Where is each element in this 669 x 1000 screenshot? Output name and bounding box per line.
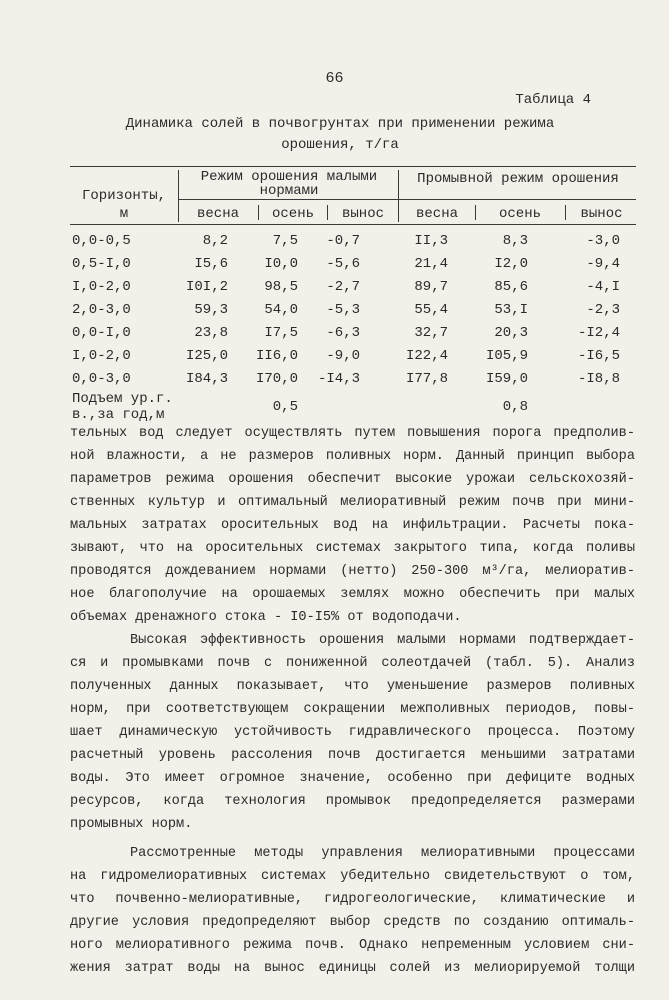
table-row: I,0-2,0 I25,0 II6,0 -9,0 I22,4 I05,9 -I6,5 (72, 348, 620, 364)
subheader-spring-2: весна (415, 206, 458, 222)
table-header-rule (70, 224, 636, 225)
table-row: 0,0-I,0 23,8 I7,5 -6,3 32,7 20,3 -I2,4 (72, 325, 620, 341)
body-text (70, 422, 635, 980)
subheader-autumn-2: осень (498, 206, 541, 222)
table-row: 2,0-3,0 59,3 54,0 -5,3 55,4 53,I -2,3 (72, 302, 620, 318)
sub-divider-4 (565, 205, 566, 220)
group-divider-left (178, 170, 179, 222)
subheader-spring-1: весна (196, 206, 239, 222)
table-group-rule (178, 199, 636, 200)
paragraph: Высокая эффективность орошения малыми нормами подтверждает- ся и промывками почв с пониженной солеотдачей (табл. 5). Анализ полученных данных показывает, что уменьшение размеров поливных норм, при соответствующем сокращении межполивных периодов, повы- шает динамическую устойчивость гидравлического процесса. Поэтому расчетный уровень рассоления почв достигается меньшими затратами воды. Это имеет огромное значение, особенно при дефиците водных ресурсов, когда технология промывок предопределяется размерами промывных норм. (70, 633, 635, 832)
table-row: 0,5-I,0 I5,6 I0,0 -5,6 21,4 I2,0 -9,4 (72, 256, 620, 272)
table-title (100, 114, 580, 156)
sub-divider-1 (258, 205, 259, 220)
table-top-rule (70, 166, 636, 167)
page-number: 66 (325, 70, 344, 87)
sub-divider-2 (327, 205, 328, 220)
subheader-autumn-1: осень (271, 206, 314, 222)
paragraph: тельных вод следует осуществлять путем повышения порога предполив- ной влажности, а не размеров поливных норм. Данный принцип выбора параметров режима орошения обеспечит высокие урожаи сельскохозяй- ственных культур и оптимальный мелиоративный режим почв при мини- мальных затратах оросительных вод на инфильтрации. Расчеты пока- зывают, что на оросительных системах закрытого типа, когда поливы проводятся дождеванием нормами (нетто) 250-300 м³/га, мелиоратив- ное благополучие на орошаемых землях можно обеспечить при малых объемах дренажного стока - I0-I5% от водоподачи. (70, 426, 635, 625)
header-horizons: Горизонты, м (81, 188, 166, 222)
table-row: 0,0-0,5 8,2 7,5 -0,7 II,3 8,3 -3,0 (72, 233, 620, 249)
table-row: I,0-2,0 I0I,2 98,5 -2,7 89,7 85,6 -4,I (72, 279, 620, 295)
table-title-line-2: орошения, т/га (281, 137, 399, 153)
table-label: Таблица 4 (515, 92, 591, 108)
subheader-removal-2: вынос (580, 206, 623, 222)
group-divider-middle (398, 170, 399, 222)
table-row: 0,0-3,0 I84,3 I70,0 -I4,3 I77,8 I59,0 -I8,8 (72, 371, 620, 387)
table-row-rise: Подъем ур.г. в.,за год,м 0,5 0,8 (72, 391, 528, 423)
subheader-removal-1: вынос (341, 206, 384, 222)
paragraph: Рассмотренные методы управления мелиоративными процессами на гидромелиоративных системах убедительно свидетельствуют о том, что почвенно-мелиоративные, гидрогеологические, климатические и другие условия предопределяют выбор средств по созданию оптималь- ного мелиоративного режима почв. Однако непременным условием сни- жения затрат воды на вынос единицы солей из мелиорируемой толщи (70, 846, 635, 976)
sub-divider-3 (475, 205, 476, 220)
header-small-norms: Режим орошения малыми нормами (200, 169, 378, 199)
header-flushing-regime: Промывной режим орошения (417, 171, 619, 187)
table-title-line-1: Динамика солей в почвогрунтах при применении режима (125, 116, 555, 132)
